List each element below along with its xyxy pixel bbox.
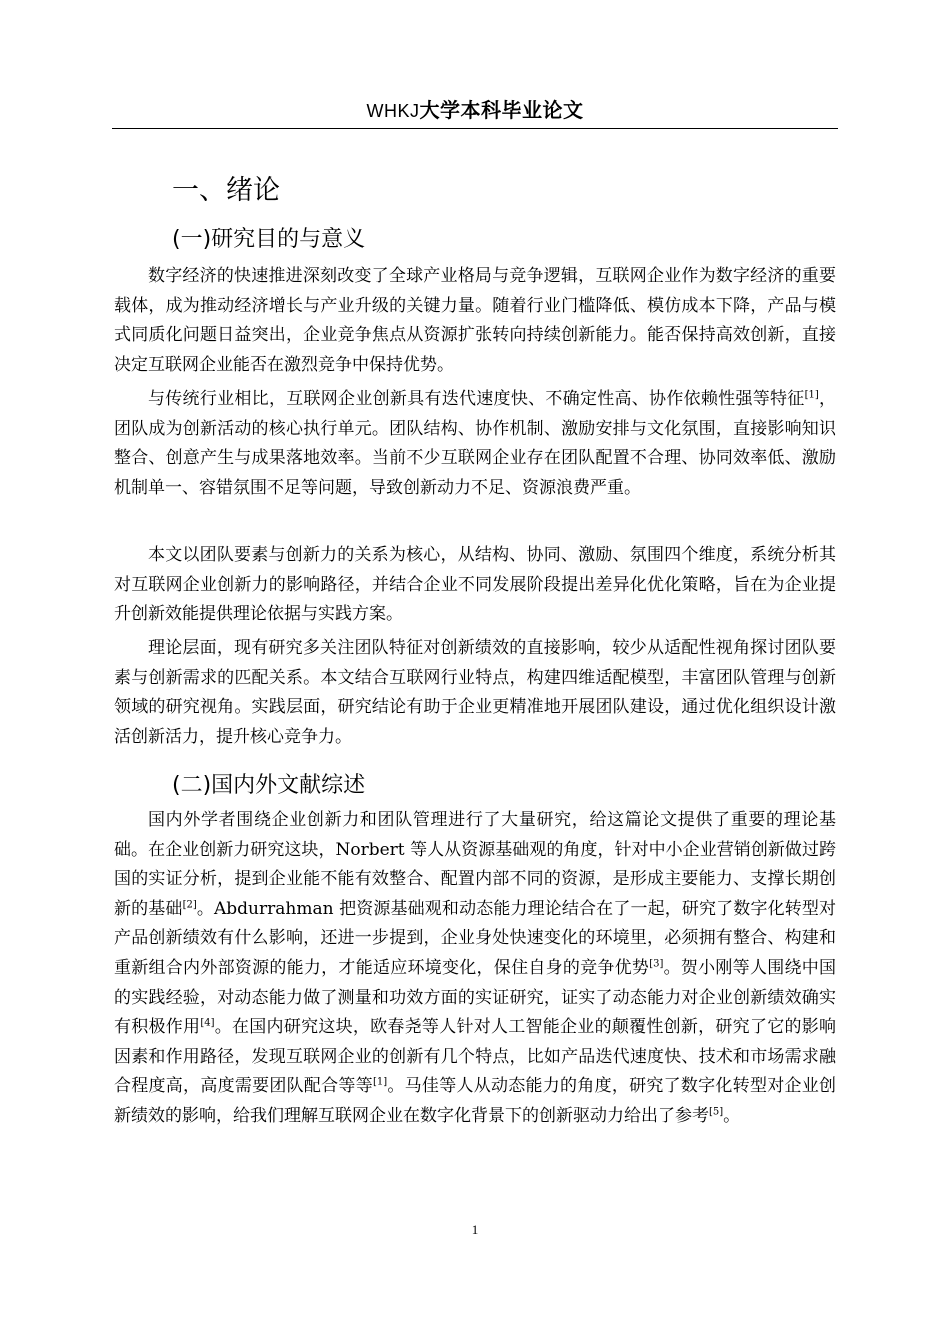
- citation-marker: [3]: [649, 958, 664, 970]
- paragraph-text: 。Abdurrahman 把资源基础观和动态能力理论结合在了一起，研究了数字化转型对产品创新绩效有什么影响，还进一步提到，企业身处快速变化的环境里，必须拥有整合、构建和重新组合内外部资源的能力，才能适应环境变化，保住自身的竞争优势: [114, 898, 836, 978]
- section-heading-literature-review: (二)国内外文献综述: [172, 773, 366, 798]
- citation-marker: [1]: [372, 1076, 388, 1088]
- page-number: 1: [471, 1222, 479, 1237]
- running-header: [0, 94, 950, 123]
- body-paragraph: [114, 634, 836, 752]
- paragraph-text: 。贺小刚等人围绕中国的实践经验，对动态能力做了测量和功效方面的实证研究，证实了动态能力对企业创新绩效确实有积极作用: [114, 957, 836, 1038]
- chapter-title: 一、绪论: [172, 175, 280, 206]
- paragraph-text: 与传统行业相比，互联网企业创新具有迭代速度快、不确定性高、协作依赖性强等特征: [148, 389, 805, 409]
- body-paragraph: [114, 385, 836, 503]
- paragraph-text: 理论层面，现有研究多关注团队特征对创新绩效的直接影响，较少从适配性视角探讨团队要素与创新需求的匹配关系。本文结合互联网行业特点，构建四维适配模型，丰富团队管理与创新领域的研究视角。实践层面，研究结论有助于企业更精准地开展团队建设，通过优化组织设计激活创新活力，提升核心竞争力。: [114, 638, 836, 747]
- citation-marker: [5]: [709, 1106, 724, 1118]
- paragraph-text: 。马佳等人从动态能力的角度，研究了数字化转型对企业创新绩效的影响，给我们理解互联网企业在数字化背景下的创新驱动力给出了参考: [114, 1076, 837, 1126]
- citation-marker: [1]: [804, 389, 819, 401]
- paragraph-text: 数字经济的快速推进深刻改变了全球产业格局与竞争逻辑，互联网企业作为数字经济的重要载体，成为推动经济增长与产业升级的关键力量。随着行业门槛降低、模仿成本下降，产品与模式同质化问题日益突出，企业竞争焦点从资源扩张转向持续创新能力。能否保持高效创新，直接决定互联网企业能否在激烈竞争中保持优势。: [114, 266, 836, 375]
- paragraph-text: 。: [723, 1105, 741, 1126]
- body-paragraph: [114, 806, 836, 1132]
- header-rule: [112, 128, 838, 129]
- paragraph-text: 。在国内研究这块，欧春尧等人针对人工智能企业的颠覆性创新，研究了它的影响因素和作用路径，发现互联网企业的创新有几个特点，比如产品迭代速度快、技术和市场需求融合程度高，高度需要团队配合等等: [114, 1017, 837, 1097]
- header-university-code: WHKJ: [366, 101, 420, 121]
- section-heading-purpose: (一)研究目的与意义: [172, 227, 366, 252]
- body-paragraph: [114, 262, 836, 380]
- citation-marker: [2]: [182, 899, 197, 911]
- paragraph-text: ，团队成为创新活动的核心执行单元。团队结构、协作机制、激励安排与文化氛围，直接影响知识整合、创意产生与成果落地效率。当前不少互联网企业存在团队配置不合理、协同效率低、激励机制单一、容错氛围不足等问题，导致创新动力不足、资源浪费严重。: [114, 389, 837, 498]
- paragraph-text: 国内外学者围绕企业创新力和团队管理进行了大量研究，给这篇论文提供了重要的理论基础。在企业创新力研究这块，Norbert 等人从资源基础观的角度，针对中小企业营销创新做过跨国的实证分析，提到企业能不能有效整合、配置内部不同的资源，是形成主要能力、支撑长期创新的基础: [114, 810, 836, 919]
- paragraph-text: 本文以团队要素与创新力的关系为核心，从结构、协同、激励、氛围四个维度，系统分析其对互联网企业创新力的影响路径，并结合企业不同发展阶段提出差异化优化策略，旨在为企业提升创新效能提供理论依据与实践方案。: [114, 545, 836, 625]
- citation-marker: [4]: [200, 1017, 215, 1029]
- body-paragraph: [114, 541, 836, 630]
- header-document-type: 大学本科毕业论文: [419, 98, 584, 122]
